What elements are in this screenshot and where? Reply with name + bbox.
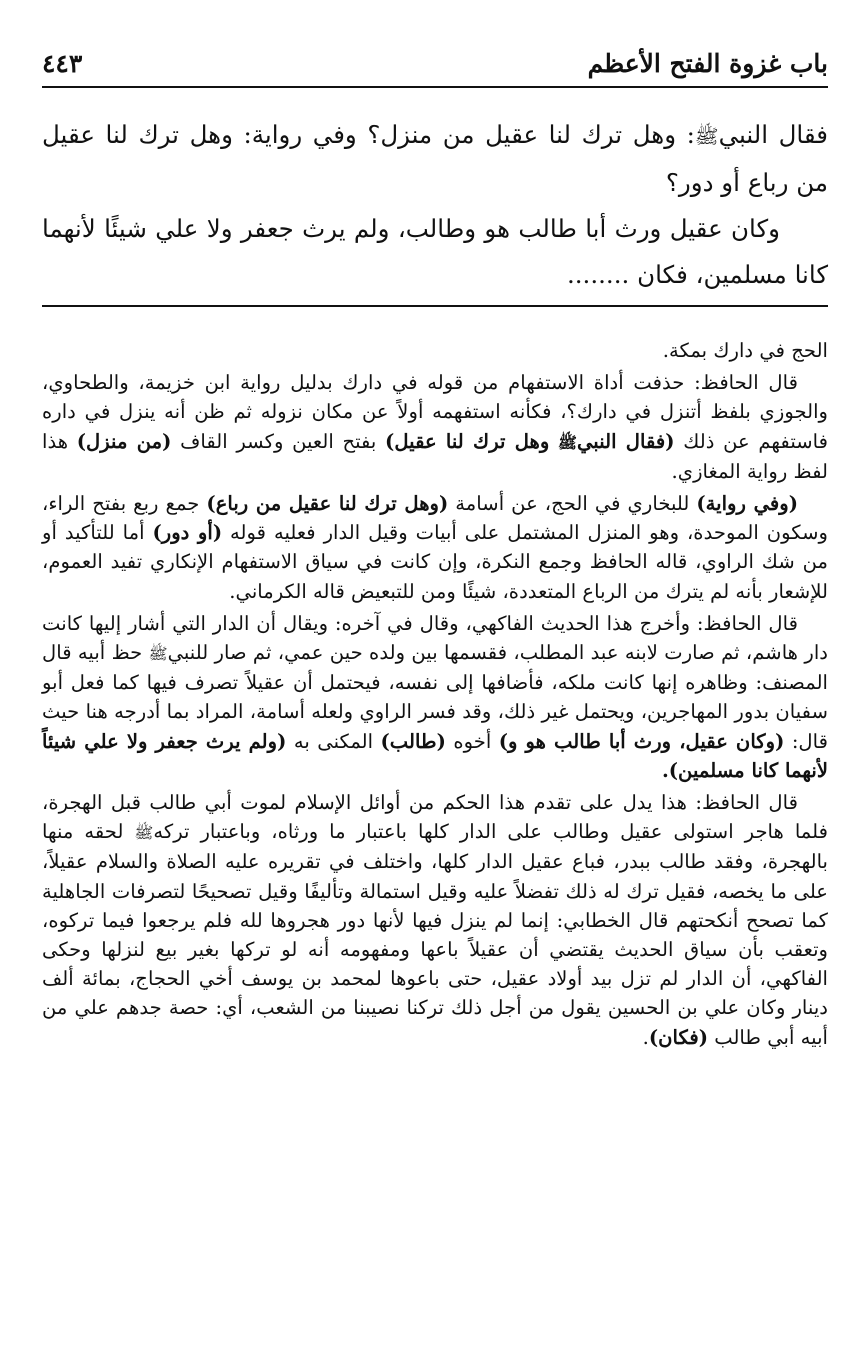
commentary-segment: حظ أبيه قال المصنف: وظاهره إنها كانت ملكه، فأضافها إلى نفسه، فيحتمل أن عقيلاً تصرف فيها كما فعل أبو سفيان بدور المهاجرين، ويحتمل غير ذلك، وقد فسر الراوي ولعله أسامة، المراد بما أدرجه هنا حيث قال: (42, 641, 828, 753)
page-number: ٤٤٣ (42, 49, 83, 78)
commentary (42, 336, 828, 1055)
commentary-segment: قال الحافظ: وأخرج هذا الحديث الفاكهي، وقال في آخره: ويقال أن الدار التي أشار إليها كانت دار هاشم، ثم صارت لابنه عبد المطلب، فقسمها بين ولده حين عمي، ثم صار للنبي (42, 611, 828, 665)
commentary-segment: جمع ربع بفتح الراء، وسكون الموحدة، وهو المنزل المشتمل على أبيات وقيل الدار فعليه قوله (42, 492, 828, 545)
salla-glyph: ﷺ (558, 432, 577, 452)
main-text-segment: : وهل ترك لنا عقيل من منزل؟ وفي رواية: وهل ترك لنا عقيل من رباع أو دور؟ (42, 120, 828, 197)
ellipsis-dots: ........ (566, 260, 630, 289)
main-text (42, 112, 828, 298)
commentary-segment: أما للتأكيد أو من شك الراوي، قاله الحافظ وجمع النكرة، وإن كانت في سياق الاستفهام الإنكاري تفيد العموم، للإشعار بأنه لم يترك من الرباع المتعددة، شيئًا ومن للتبعيض قاله الكرماني. (42, 521, 828, 603)
bold-quote: (وهل ترك لنا عقيل من رباع) (206, 492, 449, 516)
salla-glyph: ﷺ (148, 644, 168, 664)
separator-rule (42, 305, 828, 307)
commentary-paragraph (42, 788, 828, 1052)
bold-quote: (طالب) (380, 729, 446, 753)
bold-quote: (فقال النبي (576, 429, 675, 453)
commentary-segment: الحج في دارك بمكة. (662, 339, 828, 362)
commentary-segment: للبخاري في الحج، عن أسامة (448, 492, 697, 516)
commentary-segment: المكنى به (286, 729, 381, 753)
bold-quote: (فكان) (648, 1025, 708, 1049)
commentary-segment: هذا لفظ رواية المغازي. (42, 429, 828, 483)
commentary-segment: قال الحافظ: هذا يدل على تقدم هذا الحكم من أوائل الإسلام لموت أبي طالب قبل الهجرة، فلما هاجر استولى عقيل وطالب على الدار كلها باعتبار ما ورثاه، وباعتبار تركه (42, 791, 828, 844)
chapter-title: باب غزوة الفتح الأعظم (587, 49, 828, 78)
page-header (42, 40, 828, 88)
commentary-paragraph (42, 489, 828, 606)
commentary-segment: أخوه (445, 729, 499, 753)
main-text-paragraph (42, 112, 828, 206)
commentary-segment: بفتح العين وكسر القاف (171, 429, 386, 453)
salla-glyph: ﷺ (134, 823, 154, 843)
bold-quote: وهل ترك لنا عقيل) (385, 429, 550, 453)
bold-quote: (وفي رواية) (696, 492, 798, 516)
commentary-paragraph (42, 609, 828, 785)
main-text-paragraph (42, 206, 828, 298)
bold-quote: (من منزل) (76, 429, 172, 453)
bold-quote: (ولم يرث جعفر ولا علي شيئاً لأنهما كانا مسلمين). (42, 729, 828, 782)
salla-glyph: ﷺ (694, 125, 719, 148)
bold-quote: (وكان عقيل، ورث أبا طالب هو و) (498, 729, 785, 753)
commentary-paragraph (42, 368, 828, 486)
commentary-segment: . (642, 1025, 649, 1049)
main-text-segment: فقال النبي (718, 120, 829, 149)
commentary-segment: قال الحافظ: حذفت أداة الاستفهام من قوله في دارك بدليل رواية ابن خزيمة، والطحاوي، والجوزي بلفظ أتنزل في دارك؟، فكأنه استفهمه أولاً عن مكان نزوله ثم ظن أنه ينزل في داره فاستفهم عن ذلك (42, 371, 829, 453)
commentary-paragraph (42, 336, 828, 365)
bold-quote: (أو دور) (152, 521, 223, 545)
main-text-segment: وكان عقيل ورث أبا طالب هو وطالب، ولم يرث جعفر ولا علي شيئًا لأنهما كانا مسلمين، فكان (42, 214, 828, 289)
commentary-segment: لحقه منها بالهجرة، وفقد طالب ببدر، فباع عقيل الدار كلها، واختلف في تقريره عليه الصلاة والسلام عقيلاً، على ما يخصه، فقيل ترك له ذلك تفضلاً عليه وقيل استمالة وتأليفًا وقيل تصحيحًا لتصرفات الجاهلية كما تصحح أنكحتهم قال الخطابي: إنما لم ينزل فيها لأنها دور هجروها لله فلم يرجعوا فيما تركوه، وتعقب بأن سياق الحديث يقتضي أن عقيلاً باعها ومفهومه أنه لو تركها بغير بيع لنزلها وحكى الفاكهي، أن الدار لم تزل بيد أولاد عقيل، حتى باعوها لمحمد بن يوسف أخي الحجاج، بمائة ألف دينار وكان علي بن الحسين يقول من أجل ذلك تركنا نصيبنا من الشعب، أي: حصة جدهم علي من أبيه أبي طالب (42, 820, 828, 1049)
